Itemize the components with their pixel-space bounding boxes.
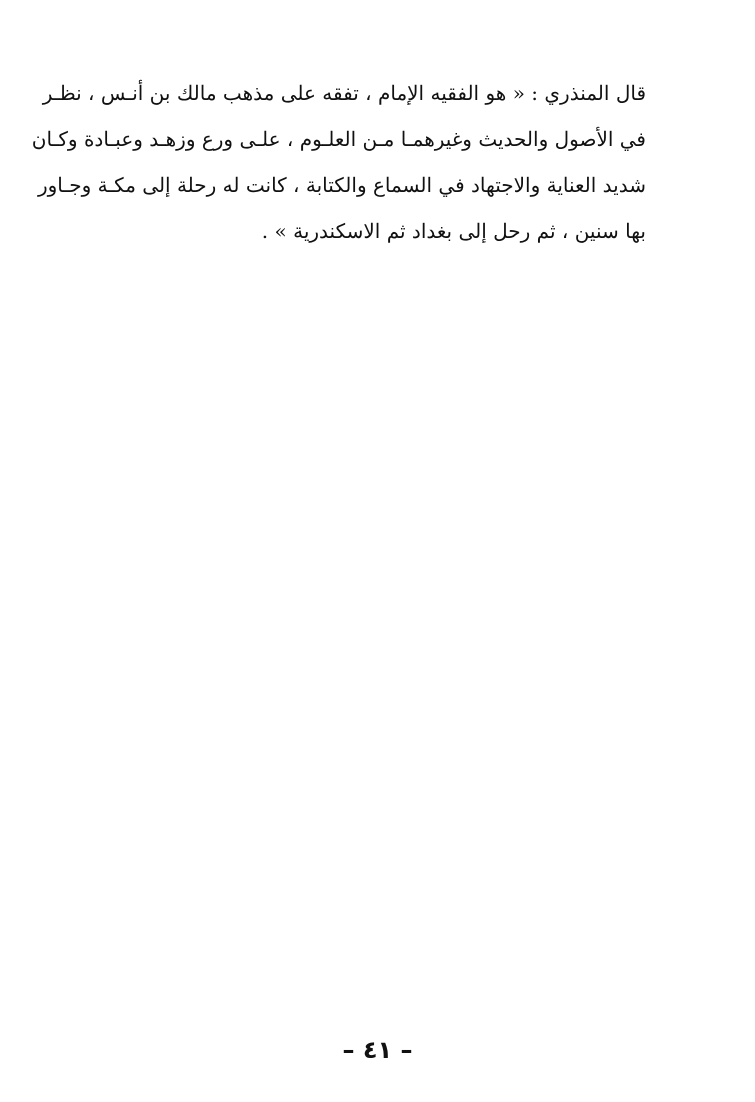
text-line: شديد العناية والاجتهاد في السماع والكتابة ، كانت له رحلة إلى مكـة وجـاور bbox=[37, 173, 646, 197]
text-line: قال المنذري : « هو الفقيه الإمام ، تفقه على مذهب مالك بن أنـس ، نظـر bbox=[42, 81, 646, 105]
body-text bbox=[31, 70, 646, 254]
text-line: بها سنين ، ثم رحل إلى بغداد ثم الاسكندرية » . bbox=[261, 219, 646, 243]
page-number: – ٤١ – bbox=[342, 1036, 413, 1064]
text-line: في الأصول والحديث وغيرهمـا مـن العلـوم ، علـى ورع وزهـد وعبـادة وكـان bbox=[31, 127, 646, 151]
